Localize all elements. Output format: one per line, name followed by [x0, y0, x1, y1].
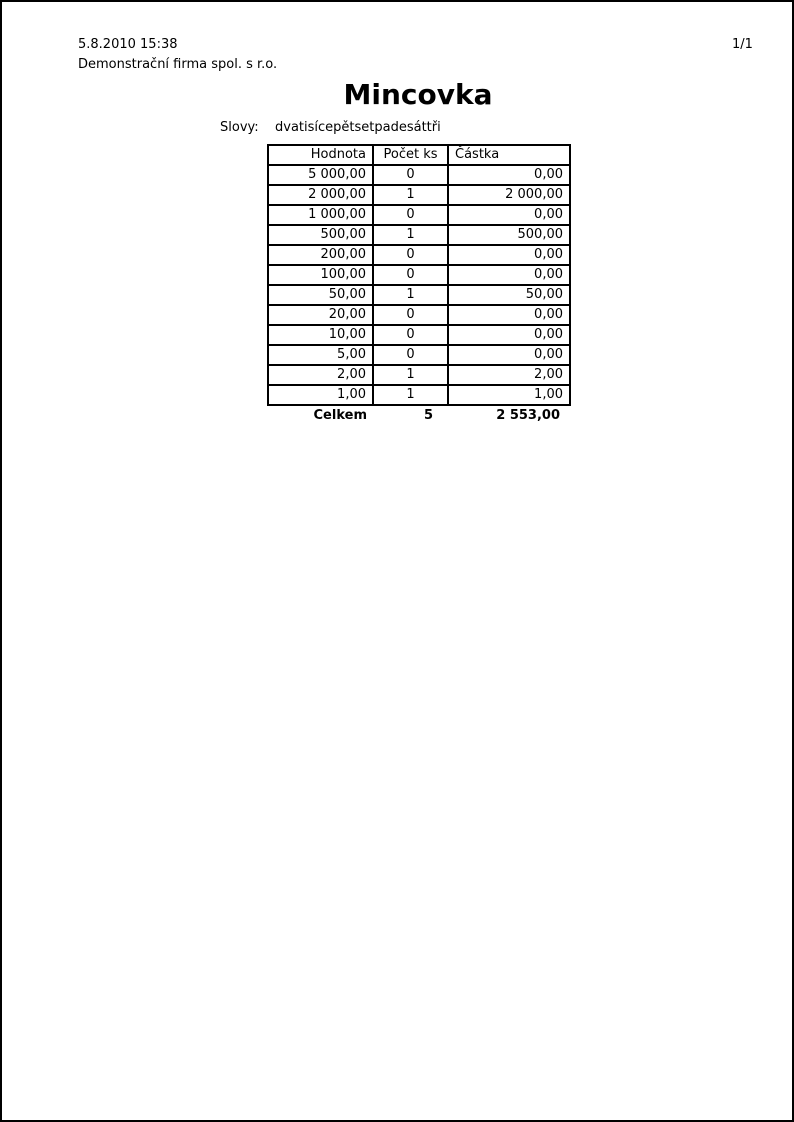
value-cell: 10,00: [268, 325, 373, 345]
company-name: Demonstrační firma spol. s r.o.: [78, 57, 278, 72]
value-cell: 2,00: [268, 365, 373, 385]
table-header-row: [268, 145, 570, 165]
table-row: [268, 365, 570, 385]
value-cell: 5,00: [268, 345, 373, 365]
count-cell: 1: [373, 365, 448, 385]
value-cell: 20,00: [268, 305, 373, 325]
count-cell: 1: [373, 185, 448, 205]
value-cell: 2 000,00: [268, 185, 373, 205]
amount-cell: 0,00: [448, 345, 570, 365]
table-row: [268, 225, 570, 245]
totals-label: Celkem: [313, 408, 367, 423]
amount-in-words-label: Slovy:: [220, 120, 259, 135]
count-cell: 1: [373, 285, 448, 305]
amount-cell: 1,00: [448, 385, 570, 405]
count-cell: 0: [373, 205, 448, 225]
amount-in-words-row: [220, 120, 441, 135]
table-row: [268, 165, 570, 185]
amount-cell: 0,00: [448, 245, 570, 265]
table-row: [268, 185, 570, 205]
denominations-table: [267, 144, 571, 406]
count-cell: 0: [373, 265, 448, 285]
amount-cell: 500,00: [448, 225, 570, 245]
column-header-pocet-ks: Počet ks: [373, 145, 448, 165]
table-row: [268, 385, 570, 405]
amount-cell: 50,00: [448, 285, 570, 305]
value-cell: 1,00: [268, 385, 373, 405]
amount-cell: 2,00: [448, 365, 570, 385]
count-cell: 1: [373, 385, 448, 405]
value-cell: 50,00: [268, 285, 373, 305]
totals-amount: 2 553,00: [496, 408, 560, 423]
value-cell: 1 000,00: [268, 205, 373, 225]
page-number: 1/1: [732, 37, 753, 52]
count-cell: 0: [373, 245, 448, 265]
count-cell: 1: [373, 225, 448, 245]
amount-cell: 0,00: [448, 325, 570, 345]
table-row: [268, 265, 570, 285]
table-row: [268, 285, 570, 305]
value-cell: 100,00: [268, 265, 373, 285]
report-datetime: 5.8.2010 15:38: [78, 37, 178, 52]
totals-row: [267, 408, 569, 424]
amount-cell: 2 000,00: [448, 185, 570, 205]
amount-cell: 0,00: [448, 265, 570, 285]
count-cell: 0: [373, 345, 448, 365]
report-title: Mincovka: [343, 78, 493, 111]
column-header-castka: Částka: [448, 145, 570, 165]
count-cell: 0: [373, 165, 448, 185]
table-row: [268, 205, 570, 225]
totals-count: 5: [423, 408, 433, 423]
table-row: [268, 345, 570, 365]
report-header: [78, 35, 277, 75]
table-row: [268, 245, 570, 265]
amount-in-words-value: dvatisícepětsetpadesáttři: [275, 120, 441, 135]
column-header-hodnota: Hodnota: [268, 145, 373, 165]
count-cell: 0: [373, 325, 448, 345]
amount-cell: 0,00: [448, 205, 570, 225]
table-row: [268, 305, 570, 325]
amount-cell: 0,00: [448, 305, 570, 325]
value-cell: 200,00: [268, 245, 373, 265]
value-cell: 500,00: [268, 225, 373, 245]
count-cell: 0: [373, 305, 448, 325]
value-cell: 5 000,00: [268, 165, 373, 185]
amount-cell: 0,00: [448, 165, 570, 185]
table-row: [268, 325, 570, 345]
